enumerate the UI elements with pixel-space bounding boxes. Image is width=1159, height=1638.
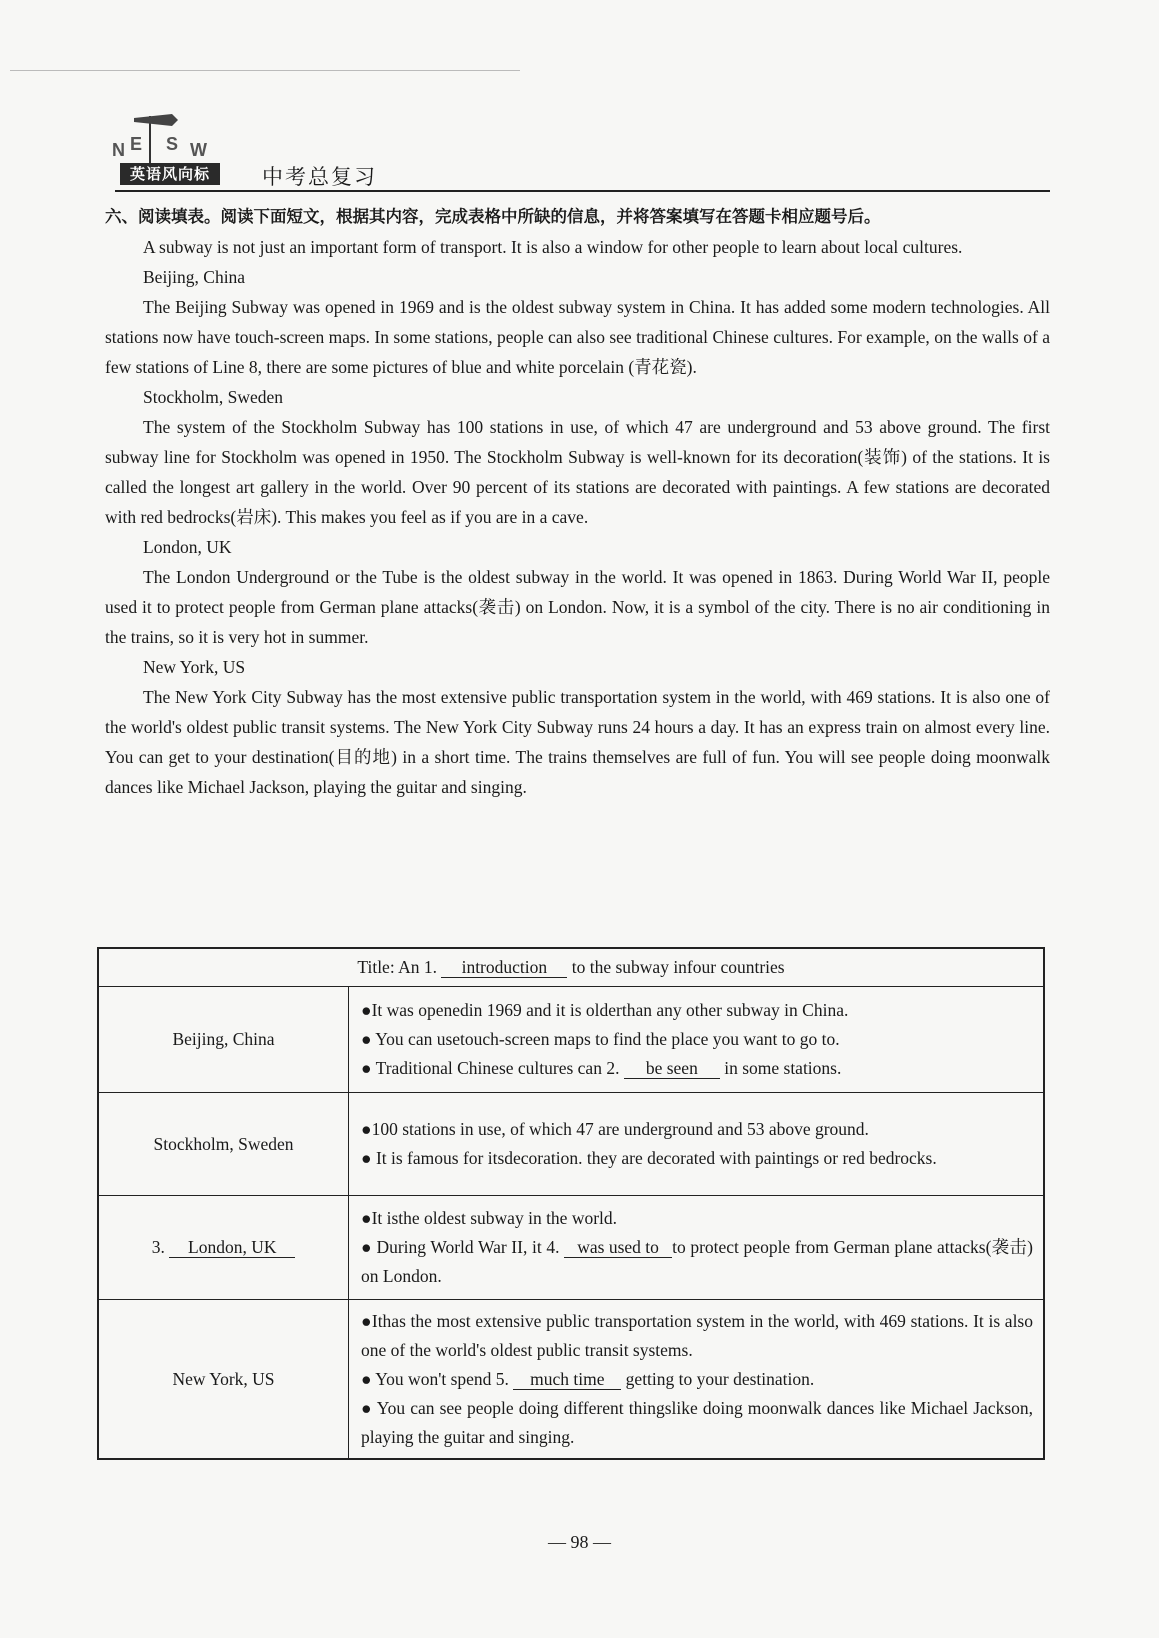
row-bullet: ●Ithas the most extensive public transportation system in the world, with 469 stations. It is also one of the world's oldest public transit systems.	[361, 1310, 1033, 1360]
answer-table	[97, 947, 1045, 1460]
row-details	[349, 987, 1043, 1092]
bullet-suffix: in some stations.	[724, 1058, 842, 1078]
london-heading: London, UK	[143, 537, 232, 557]
beijing-paragraph: The Beijing Subway was opened in 1969 and is the oldest subway system in China. It has added some modern technologies. All stations now have touch-screen maps. In some stations, people can also see traditional Chinese cultures. For example, on the walls of a few stations of Line 8, there are some pictures of blue and white porcelain (青花瓷).	[105, 297, 1050, 377]
svg-text:S: S	[166, 134, 179, 154]
header-top-rule	[10, 70, 520, 71]
table-row-beijing	[99, 987, 1043, 1093]
bullet-prefix: ● During World War II, it 4.	[361, 1237, 560, 1257]
bullet-prefix: ● You won't spend 5.	[361, 1368, 509, 1389]
row-bullet: ● You can see people doing different thingslike doing moonwalk dances like Michael Jackson, playing the guitar and singing.	[361, 1397, 1033, 1447]
row-details	[349, 1300, 1043, 1458]
table-title	[99, 949, 1043, 987]
table-row-stockholm	[99, 1093, 1043, 1196]
newyork-paragraph: The New York City Subway has the most extensive public transportation system in the world, with 469 stations. It is also one of the world's oldest public transit systems. The New York City Subway runs 24 hours a day. It has an express train on almost every line. You can get to your destination(目的地) in a short time. The trains themselves are full of fun. You will see people doing moonwalk dances like Michael Jackson, playing the guitar and singing.	[105, 687, 1050, 797]
blank-1-answer: introduction	[441, 957, 567, 978]
section-title: 六、阅读填表。阅读下面短文，根据其内容，完成表格中所缺的信息，并将答案填写在答题卡相应题号后。	[105, 207, 881, 226]
row-bullet: ●100 stations in use, of which 47 are underground and 53 above ground.	[361, 1119, 869, 1139]
row-city	[99, 1196, 349, 1299]
bullet-suffix: to protect people from German plane attacks(袭击) on London.	[361, 1237, 1033, 1286]
logo-badge: 英语风向标	[120, 163, 220, 185]
row-bullet	[361, 1054, 1033, 1083]
stockholm-heading: Stockholm, Sweden	[143, 387, 283, 407]
table-row-newyork	[99, 1300, 1043, 1458]
row-city: Beijing, China	[99, 987, 349, 1092]
svg-text:W: W	[190, 140, 207, 160]
row-bullet	[361, 1365, 1033, 1394]
blank-3-answer: London, UK	[169, 1237, 295, 1258]
bullet-prefix: ● Traditional Chinese cultures can 2.	[361, 1058, 620, 1078]
header-rule	[115, 190, 1050, 192]
table-row-london	[99, 1196, 1043, 1300]
header-title: 中考总复习	[262, 165, 377, 189]
table-title-suffix: to the subway infour countries	[571, 957, 785, 977]
row-city: New York, US	[99, 1300, 349, 1458]
row-bullet: ●It was openedin 1969 and it is olderthan any other subway in China.	[361, 1000, 849, 1020]
row-details	[349, 1093, 1043, 1195]
row-city: Stockholm, Sweden	[99, 1093, 349, 1195]
row-bullet: ●It isthe oldest subway in the world.	[361, 1208, 618, 1228]
london-paragraph: The London Underground or the Tube is the oldest subway in the world. It was opened in 1863. During World War II, people used it to protect people from German plane attacks(袭击) on London. Now, it is a symbol of the city. There is no air conditioning in the trains, so it is very hot in summer.	[105, 567, 1050, 647]
passage	[105, 202, 1050, 802]
newyork-heading: New York, US	[143, 657, 246, 677]
row-bullet	[361, 1233, 1033, 1291]
row-bullet: ● You can usetouch-screen maps to find the place you want to go to.	[361, 1029, 840, 1049]
beijing-heading: Beijing, China	[143, 267, 246, 287]
row-details	[349, 1196, 1043, 1299]
blank-5-answer: much time	[513, 1369, 621, 1390]
bullet-suffix: getting to your destination.	[625, 1368, 815, 1389]
svg-text:N: N	[112, 140, 125, 160]
row-bullet: ● It is famous for itsdecoration. they are decorated with paintings or red bedrocks.	[361, 1148, 937, 1168]
blank-4-answer: was used to	[564, 1237, 672, 1258]
svg-text:E: E	[130, 134, 143, 154]
table-title-prefix: Title: An 1.	[357, 957, 437, 977]
passage-intro: A subway is not just an important form of transport. It is also a window for other people to learn about local cultures.	[143, 237, 963, 257]
stockholm-paragraph: The system of the Stockholm Subway has 100 stations in use, of which 47 are underground and 53 above ground. The first subway line for Stockholm was opened in 1950. The Stockholm Subway is well-known for its decoration(装饰) of the stations. It is called the longest art gallery in the world. Over 90 percent of its stations are decorated with paintings. A few stations are decorated with red bedrocks(岩床). This makes you feel as if you are in a cave.	[105, 417, 1050, 527]
page-number: — 98 —	[548, 1532, 611, 1552]
blank-3-number: 3.	[151, 1237, 165, 1257]
blank-2-answer: be seen	[624, 1058, 720, 1079]
